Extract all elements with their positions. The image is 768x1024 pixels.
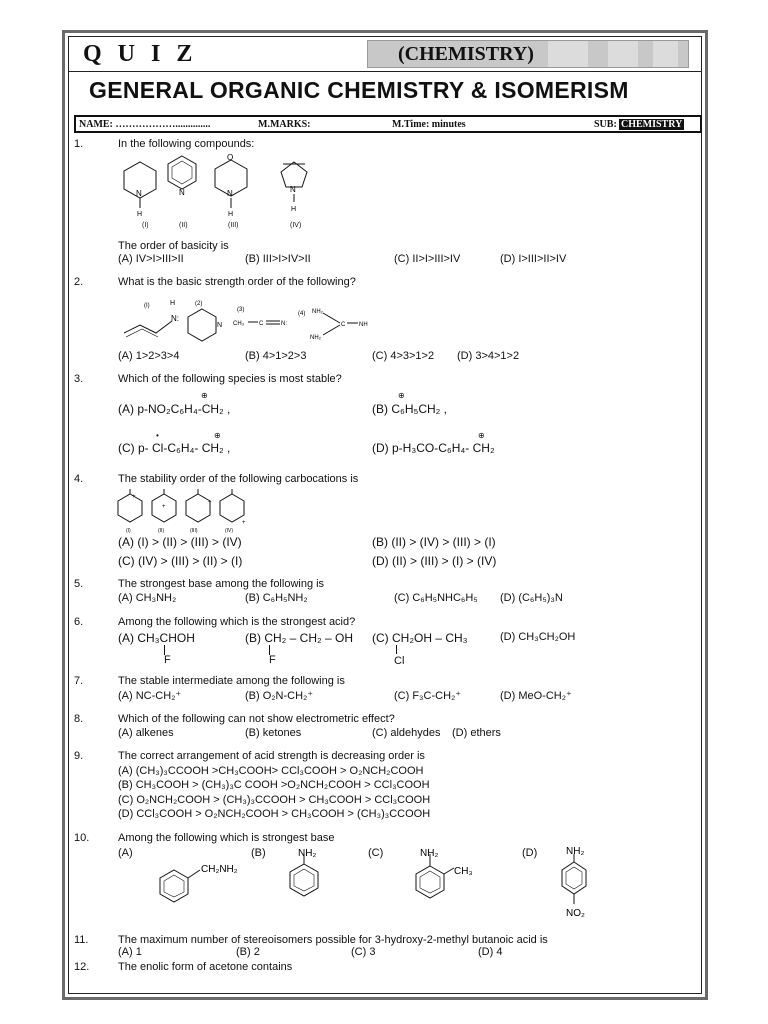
- q1-option-c: (C) II>I>III>IV: [394, 253, 461, 265]
- q1-option-d: (D) I>III>II>IV: [500, 253, 567, 265]
- q9-number: 9.: [74, 750, 84, 762]
- q2-structures: [118, 295, 378, 345]
- q4-carbocation-rings: [114, 488, 254, 534]
- svg-text:(I): (I): [144, 303, 150, 309]
- pyrrole-ring: [281, 162, 307, 187]
- q8-option-d: (D) ethers: [452, 727, 501, 739]
- q6-option-a: (A) CH₃CHOH: [118, 631, 195, 645]
- svg-text:CH₃: CH₃: [233, 321, 245, 327]
- q3-charge-d: ⊕: [478, 431, 485, 440]
- svg-text:CH₂NH₂: CH₂NH₂: [201, 864, 238, 875]
- enamine-structure: [124, 321, 172, 333]
- q5-option-c: (C) C₆H₅NHC₆H₅: [394, 592, 478, 604]
- subject-banner-text: (CHEMISTRY): [398, 43, 534, 65]
- q8-number: 8.: [74, 713, 84, 725]
- q11-text: The maximum number of stereoisomers possible for 3-hydroxy-2-methyl butanoic acid is: [118, 934, 548, 946]
- q10-text: Among the following which is strongest base: [118, 832, 335, 844]
- svg-text:CH₃: CH₃: [454, 866, 473, 877]
- q11-number: 11.: [74, 934, 89, 946]
- subject-banner: [367, 40, 689, 68]
- svg-text:NH₂: NH₂: [420, 848, 439, 859]
- q1-label-2: (II): [179, 222, 188, 229]
- q9-option-d: (D) CCl₃COOH > O₂NCH₂COOH > CH₃COOH > (CH₃)₃CCOOH: [118, 808, 431, 820]
- q7-option-c: (C) F₃C-CH₂⁺: [394, 690, 462, 702]
- svg-text:NH₂: NH₂: [298, 848, 317, 859]
- quiz-heading: Q U I Z: [83, 41, 198, 67]
- header-row: [69, 37, 701, 72]
- svg-text:N: N: [179, 188, 185, 197]
- svg-text:H: H: [137, 211, 143, 218]
- q6-sub-b: F: [269, 654, 276, 666]
- svg-text:NO₂: NO₂: [566, 908, 585, 919]
- q6-option-c: (C) CH₂OH – CH₃: [372, 631, 468, 645]
- q1-option-b: (B) III>I>IV>II: [245, 253, 311, 265]
- q9-option-c: (C) O₂NCH₂COOH > (CH₃)₃CCOOH > CH₃COOH > CCl₃COOH: [118, 794, 431, 806]
- q12-number: 12.: [74, 961, 90, 973]
- svg-text:(II): (II): [158, 528, 165, 534]
- q5-option-d: (D) (C₆H₅)₃N: [500, 592, 563, 604]
- page-title: GENERAL ORGANIC CHEMISTRY & ISOMERISM: [89, 77, 629, 103]
- q7-option-a: (A) NC-CH₂⁺: [118, 690, 182, 702]
- q4-option-a: (A) (I) > (II) > (III) > (IV): [118, 535, 242, 549]
- q5-text: The strongest base among the following is: [118, 578, 325, 590]
- q1-option-a: (A) IV>I>III>II: [118, 253, 184, 265]
- q10-option-c: (C): [368, 847, 384, 859]
- q6-sub-a: F: [164, 654, 171, 666]
- q11-option-a: (A) 1: [118, 946, 142, 958]
- q1-label-4: (IV): [290, 222, 302, 229]
- q2-option-d: (D) 3>4>1>2: [457, 350, 520, 362]
- q11-option-c: (C) 3: [351, 946, 376, 958]
- svg-text:N:: N:: [171, 314, 179, 323]
- q3-lone-pair-c: •: [156, 431, 159, 440]
- q7-text: The stable intermediate among the following is: [118, 675, 345, 687]
- q4-option-d: (D) (II) > (III) > (I) > (IV): [372, 554, 497, 568]
- q7-option-d: (D) MeO-CH₂⁺: [500, 690, 572, 702]
- q8-option-c: (C) aldehydes: [372, 727, 441, 739]
- svg-text:C: C: [341, 322, 346, 328]
- q9-option-b: (B) CH₃COOH > (CH₃)₃C COOH >O₂NCH₂COOH > CCl₃COOH: [118, 779, 430, 791]
- q5-number: 5.: [74, 578, 84, 590]
- svg-text:+: +: [242, 520, 246, 526]
- q10-option-d: (D): [522, 847, 538, 859]
- q9-option-a: (A) (CH₃)₃CCOOH >CH₃COOH> CCl₃COOH > O₂NCH₂COOH: [118, 765, 424, 777]
- svg-text:(3): (3): [237, 307, 245, 313]
- q6-bond-c: [396, 645, 397, 654]
- svg-text:(2): (2): [195, 301, 203, 307]
- q1-text: In the following compounds:: [118, 138, 255, 150]
- q10-option-b: (B): [251, 847, 266, 859]
- q7-option-b: (B) O₂N-CH₂⁺: [245, 690, 314, 702]
- svg-text:(4): (4): [298, 311, 306, 317]
- svg-text:+: +: [208, 500, 212, 506]
- q3-option-a: (A) p-NO₂C₆H₄-CH₂ ,: [118, 402, 231, 416]
- svg-text:(III): (III): [190, 528, 198, 534]
- q1-structures: [112, 150, 332, 232]
- q10-structures: [150, 842, 600, 922]
- q5-option-a: (A) CH₃NH₂: [118, 592, 177, 604]
- svg-text:H: H: [170, 300, 176, 307]
- q6-sub-c: Cl: [394, 655, 405, 667]
- student-info-bar: [74, 115, 702, 133]
- name-field: NAME: ………………..............: [79, 119, 211, 130]
- svg-text:C: C: [259, 321, 264, 327]
- q1-subtext: The order of basicity is: [118, 240, 229, 252]
- svg-text:H: H: [291, 206, 297, 213]
- q5-option-b: (B) C₆H₅NH₂: [245, 592, 308, 604]
- q3-option-d: (D) p-H₃CO-C₆H₄- CH₂: [372, 441, 495, 455]
- q2-pyridine-ring: [188, 309, 216, 341]
- svg-text:NH₂: NH₂: [310, 335, 321, 341]
- q2-option-b: (B) 4>1>2>3: [245, 350, 307, 362]
- q8-option-b: (B) ketones: [245, 727, 302, 739]
- q8-option-a: (A) alkenes: [118, 727, 174, 739]
- q6-option-d: (D) CH₃CH₂OH: [500, 631, 576, 643]
- q2-option-a: (A) 1>2>3>4: [118, 350, 180, 362]
- svg-text:N: N: [290, 185, 296, 194]
- q11-option-d: (D) 4: [478, 946, 503, 958]
- q9-text: The correct arrangement of acid strength is decreasing order is: [118, 750, 425, 762]
- q6-option-b: (B) CH₂ – CH₂ – OH: [245, 631, 353, 645]
- q6-number: 6.: [74, 616, 84, 628]
- subject-label: SUB:: [594, 119, 617, 130]
- svg-text:+: +: [162, 504, 166, 510]
- svg-text:N: N: [227, 189, 233, 198]
- nh-label-1: N: [136, 189, 142, 198]
- q3-text: Which of the following species is most stable?: [118, 373, 342, 385]
- svg-text:NH: NH: [359, 322, 368, 328]
- q1-label-1: (I): [142, 222, 149, 229]
- q1-label-3: (III): [228, 222, 239, 229]
- max-time-field: M.Time: minutes: [392, 119, 466, 130]
- q4-option-c: (C) (IV) > (III) > (II) > (I): [118, 554, 243, 568]
- q4-option-b: (B) (II) > (IV) > (III) > (I): [372, 535, 496, 549]
- svg-text:+: +: [132, 494, 136, 500]
- q4-text: The stability order of the following carbocations is: [118, 473, 359, 485]
- q3-charge-a: ⊕: [201, 391, 208, 400]
- q4-number: 4.: [74, 473, 84, 485]
- q2-number: 2.: [74, 276, 84, 288]
- svg-text:(I): (I): [126, 528, 131, 534]
- q10-option-a: (A): [118, 847, 133, 859]
- svg-text:H: H: [228, 211, 234, 218]
- q6-text: Among the following which is the strongest acid?: [118, 616, 356, 628]
- svg-text:N: N: [217, 322, 223, 329]
- subject-value: CHEMISTRY: [621, 119, 683, 130]
- q10-number: 10.: [74, 832, 90, 844]
- q2-text: What is the basic strength order of the following?: [118, 276, 356, 288]
- q2-option-c: (C) 4>3>1>2: [372, 350, 435, 362]
- svg-text:NH₂: NH₂: [312, 309, 323, 315]
- q12-text: The enolic form of acetone contains: [118, 961, 293, 973]
- q8-text: Which of the following can not show electrometric effect?: [118, 713, 395, 725]
- q3-option-c: (C) p- Cl-C₆H₄- CH₂ ,: [118, 441, 231, 455]
- q3-option-b: (B) C₆H₅CH₂ ,: [372, 402, 447, 416]
- q3-number: 3.: [74, 373, 84, 385]
- svg-text:N:: N:: [281, 321, 287, 327]
- svg-text:O: O: [227, 153, 234, 162]
- q11-option-b: (B) 2: [236, 946, 260, 958]
- q3-charge-b: ⊕: [398, 391, 405, 400]
- svg-text:NH₂: NH₂: [566, 846, 585, 857]
- q3-charge-c: ⊕: [214, 431, 221, 440]
- q1-number: 1.: [74, 138, 84, 150]
- q7-number: 7.: [74, 675, 84, 687]
- svg-text:(IV): (IV): [225, 528, 234, 534]
- max-marks-field: M.MARKS:: [258, 119, 311, 130]
